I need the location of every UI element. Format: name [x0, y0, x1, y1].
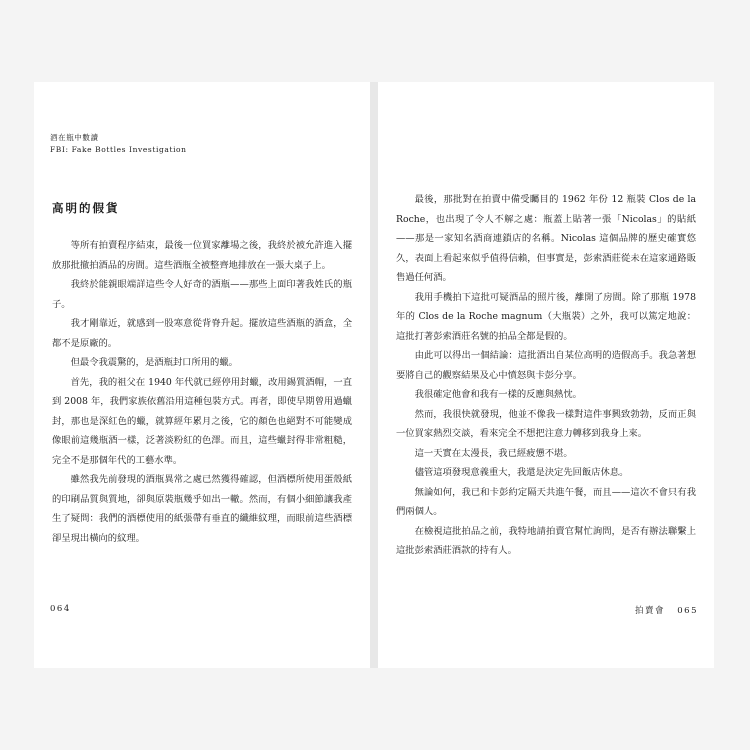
paragraph: 這一天實在太漫長，我已經疲憊不堪。 — [414, 447, 573, 459]
right-body-text — [396, 190, 696, 561]
paragraph: 儘管這項發現意義重大，我還是決定先回飯店休息。 — [414, 467, 629, 478]
right-page — [378, 82, 714, 668]
chapter-title: 高明的假貨 — [52, 201, 120, 215]
paragraph: 但最令我震驚的，是酒瓶封口所用的蠟。 — [70, 357, 238, 368]
paragraph: 我才剛靠近，就感到一股寒意從背脊升起。擺放這些酒瓶的酒盒，全都不是原廠的。 — [52, 318, 352, 349]
book-gutter — [370, 82, 378, 668]
page-number-right: 065 — [677, 606, 698, 616]
paragraph: 最後，那批對在拍賣中備受矚目的 1962 年份 12 瓶裝 Clos de la Roche，也出現了令人不解之處：瓶蓋上貼著一張「Nicolas」的貼紙——那是一家知名酒商連鎖店的名稱。Nicolas 這個品牌的歷史確實悠久，表面上看起來似乎值得信賴，但事實是，彭索酒莊從未在這家通路販售過任何酒。 — [396, 194, 696, 283]
paragraph: 雖然我先前發現的酒瓶異常之處已然獲得確認，但酒標所使用蛋殼紙的印刷品質與質地，卻與原裝瓶幾乎如出一轍。然而，有個小細節讓我產生了疑問：我們的酒標使用的紙張帶有垂直的纖維紋理，而眼前這些酒標卻呈現出橫向的紋理。 — [52, 474, 352, 544]
left-body-text — [52, 236, 352, 548]
running-head — [50, 132, 187, 156]
paragraph: 我終於能親眼端詳這些令人好奇的酒瓶——那些上面印著我姓氏的瓶子。 — [52, 279, 352, 310]
left-page — [34, 82, 370, 668]
paragraph: 無論如何，我已和卡彭約定隔天共進午餐，而且——這次不會只有我們兩個人。 — [396, 486, 696, 517]
running-foot: 拍賣會 — [635, 606, 666, 616]
running-head-english: FBI: Fake Bottles Investigation — [50, 145, 187, 154]
paragraph: 由此可以得出一個結論：這批酒出自某位高明的造假高手。我急著想要將自己的觀察結果及心中憤怒與卡彭分享。 — [396, 350, 696, 381]
paragraph: 我用手機拍下這批可疑酒品的照片後，離開了房間。除了那瓶 1978 年的 Clos de la Roche magnum（大瓶裝）之外，我可以篤定地說：這批打著彭索酒莊名號的拍品全都是假的。 — [396, 291, 696, 342]
page-number-left: 064 — [50, 604, 71, 614]
paragraph: 然而，我很快就發現，他並不像我一樣對這件事興致勃勃，反而正與一位買家熱烈交談，看來完全不想把注意力轉移到我身上來。 — [396, 408, 696, 439]
paragraph: 等所有拍賣程序結束，最後一位買家離場之後，我終於被允許進入擺放那批撤拍酒品的房間。這些酒瓶全被整齊地排放在一張大桌子上。 — [52, 240, 352, 271]
paragraph: 首先，我的祖父在 1940 年代就已經停用封蠟，改用錫質酒帽，一直到 2008 年，我們家族依舊沿用這種包裝方式。再者，即使早期曾用過蠟封，那也是深紅色的蠟，就算經年累月之後，它的顏色也絕對不可能變成像眼前這幾瓶酒一樣，泛著淡粉紅的色澤。而且，這些蠟封得非常粗糙，完全不是那個年代的工藝水準。 — [52, 376, 352, 466]
page-footer-right — [635, 604, 698, 616]
running-head-chinese: 酒在瓶中數讀 — [50, 133, 99, 142]
paragraph: 我很確定他會和我有一樣的反應與熱忱。 — [414, 389, 582, 400]
paragraph: 在檢視這批拍品之前，我特地請拍賣官幫忙詢問，是否有辦法聯繫上這批彭索酒莊酒款的持有人。 — [396, 525, 696, 556]
